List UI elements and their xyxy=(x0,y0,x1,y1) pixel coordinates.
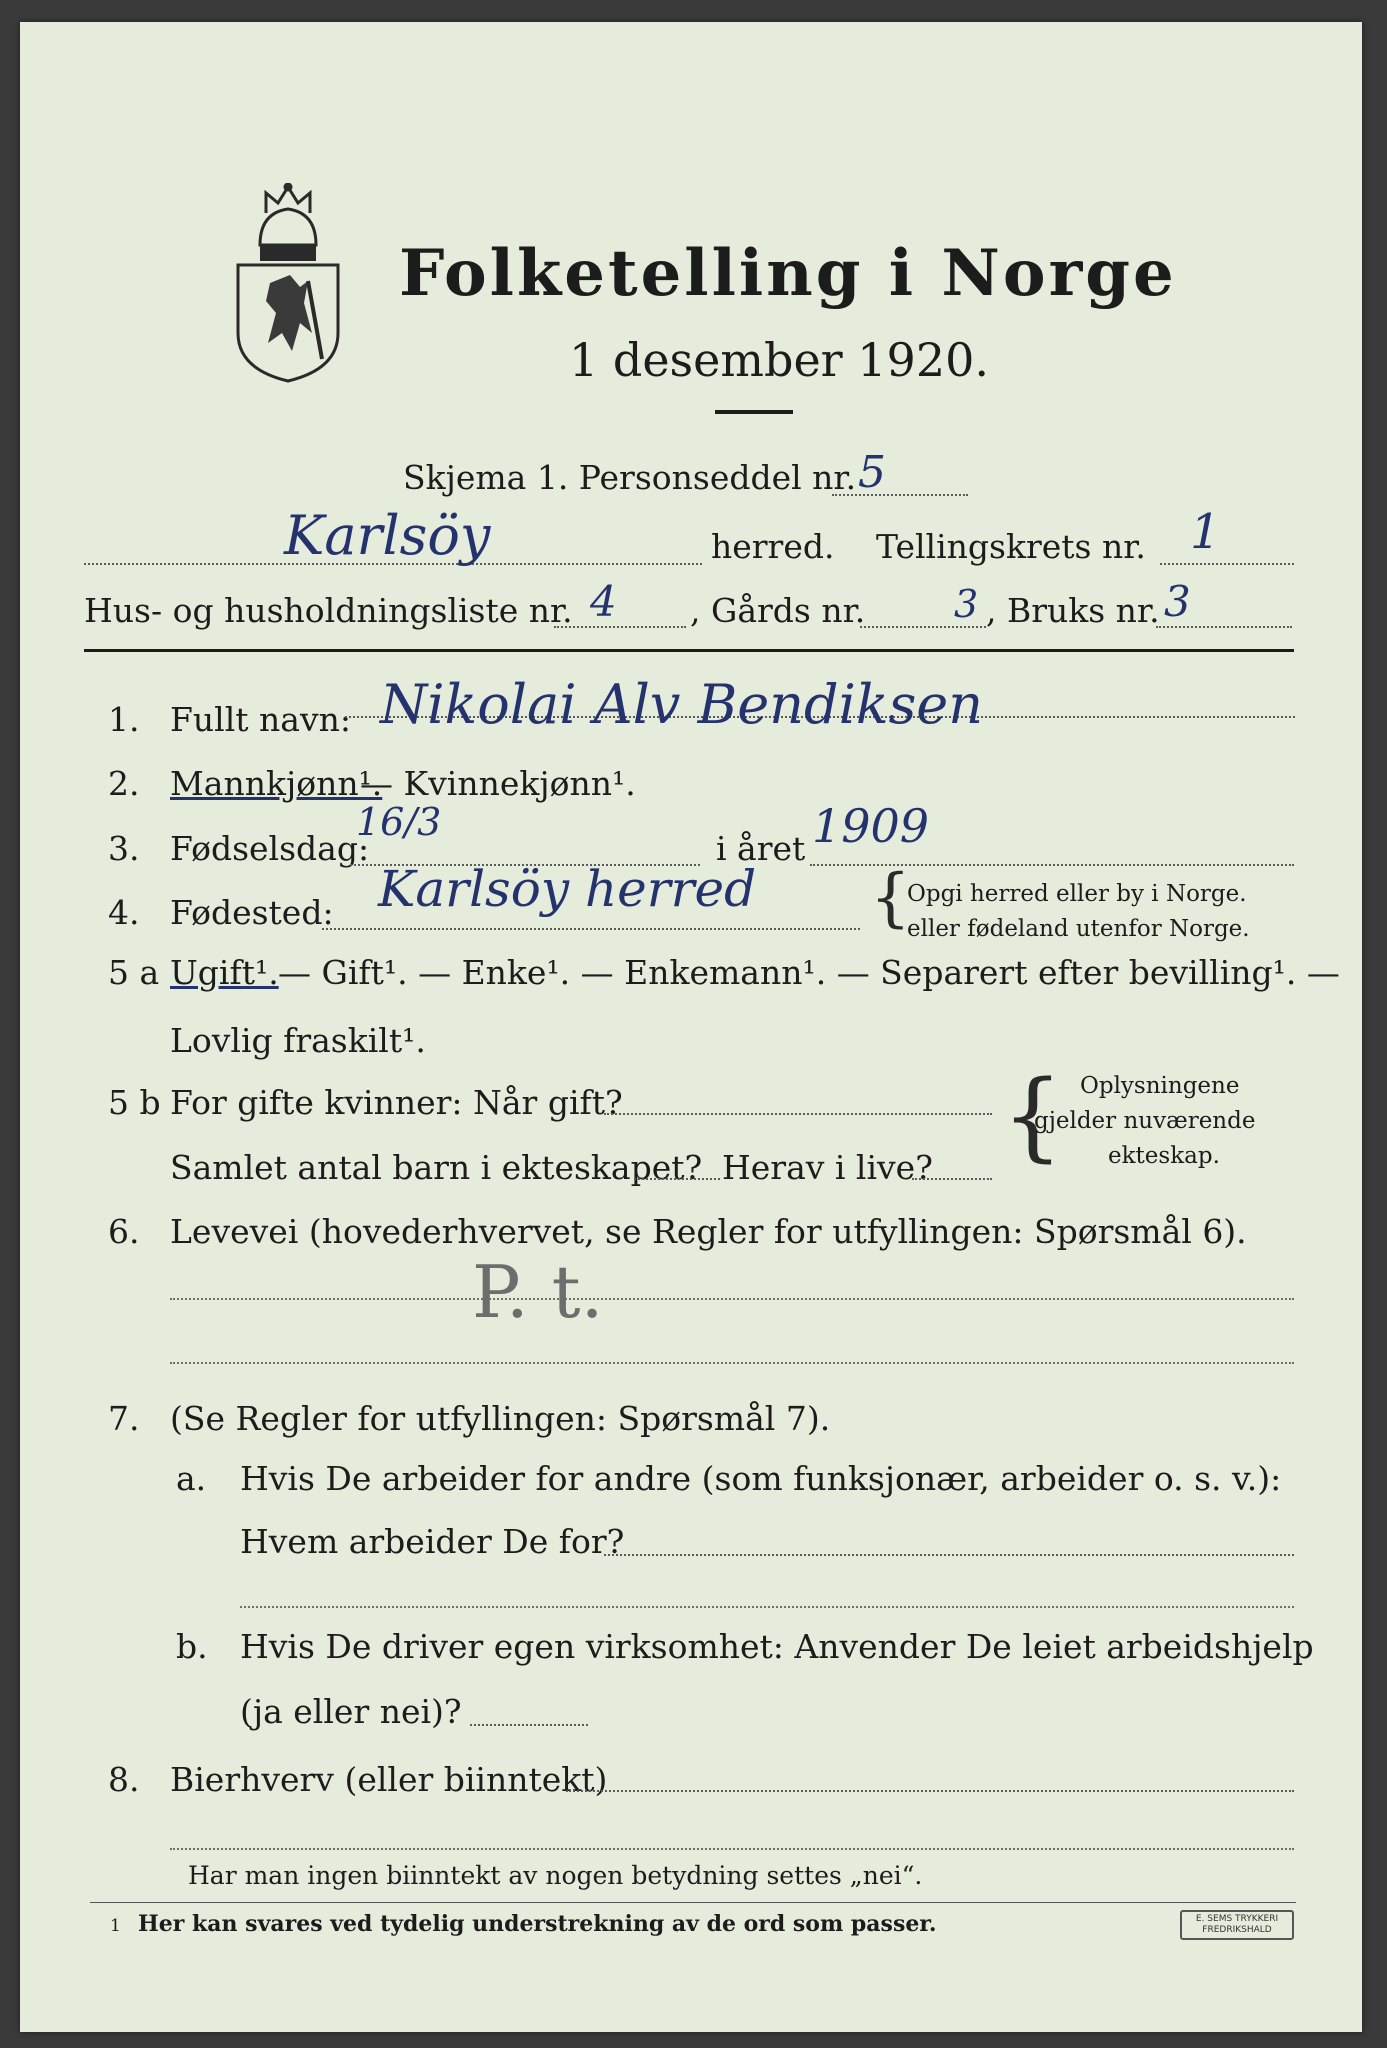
title-separator xyxy=(715,410,793,414)
birth-year-value: 1909 xyxy=(812,799,930,853)
q5b-number: 5 b xyxy=(108,1083,161,1122)
krets-value: 1 xyxy=(1190,504,1221,560)
q4-number: 4. xyxy=(108,893,140,932)
q5b-children-label: Samlet antal barn i ekteskapet? xyxy=(170,1148,703,1187)
q7b-line1: Hvis De driver egen virksomhet: Anvender De leiet arbeidshjelp xyxy=(240,1627,1314,1666)
footnote-text: Her kan svares ved tydelig understrekning av de ord som passer. xyxy=(138,1911,937,1937)
printer-stamp: E. SEMS TRYKKERI FREDRIKSHALD xyxy=(1180,1910,1294,1940)
schema-label: Skjema 1. Personseddel nr. xyxy=(403,458,857,497)
q4-label: Fødested: xyxy=(170,893,334,932)
q5b-alive-label: Herav i live? xyxy=(722,1148,933,1187)
header-divider xyxy=(84,649,1294,652)
herred-value: Karlsöy xyxy=(284,504,491,567)
birthplace-note-2: eller fødeland utenfor Norge. xyxy=(907,916,1250,942)
bruks-label: , Bruks nr. xyxy=(986,591,1160,630)
occupation-value: P. t. xyxy=(472,1250,604,1334)
q7a-letter: a. xyxy=(176,1459,207,1498)
hus-label: Hus- og husholdningsliste nr. xyxy=(84,591,573,630)
schema-value: 5 xyxy=(858,447,886,498)
q8-label: Bierhverv (eller biinntekt) xyxy=(170,1760,608,1799)
census-date: 1 desember 1920. xyxy=(569,333,989,387)
status-other-options: — Gift¹. — Enke¹. — Enkemann¹. — Separert efter bevilling¹. — xyxy=(278,953,1340,992)
footnote-divider xyxy=(90,1902,1296,1903)
status-divorced-option: Lovlig fraskilt¹. xyxy=(170,1021,426,1060)
q8-note: Har man ingen biinntekt av nogen betydning settes „nei“. xyxy=(188,1861,923,1890)
sex-male-option: Mannkjønn¹. xyxy=(170,764,383,803)
q7-label: (Se Regler for utfyllingen: Spørsmål 7). xyxy=(170,1399,831,1438)
q7b-letter: b. xyxy=(176,1627,208,1666)
marriage-note-3: ekteskap. xyxy=(1108,1143,1220,1169)
status-unmarried-option: Ugift¹. xyxy=(170,953,279,992)
q6-label: Levevei (hovederhvervet, se Regler for utfyllingen: Spørsmål 6). xyxy=(170,1212,1247,1251)
q5b-label: For gifte kvinner: Når gift? xyxy=(170,1083,623,1122)
sex-female-option: — Kvinnekjønn¹. xyxy=(360,764,636,803)
bruks-value: 3 xyxy=(1164,577,1191,626)
q5a-number: 5 a xyxy=(108,953,160,992)
birthplace-value: Karlsöy herred xyxy=(378,860,757,918)
birth-date-value: 16/3 xyxy=(356,800,442,844)
q1-number: 1. xyxy=(108,700,140,739)
footnote-number: 1 xyxy=(110,1916,121,1936)
q3-year-label: i året xyxy=(716,829,806,868)
marriage-note-2: gjelder nuværende xyxy=(1034,1108,1256,1134)
q7a-line2: Hvem arbeider De for? xyxy=(240,1522,625,1561)
q3-label: Fødselsdag: xyxy=(170,829,370,868)
full-name-value: Nikolai Alv Bendiksen xyxy=(380,673,984,736)
q7-number: 7. xyxy=(108,1399,140,1438)
q6-number: 6. xyxy=(108,1212,140,1251)
herred-label: herred. xyxy=(711,527,835,566)
gards-value: 3 xyxy=(954,582,979,626)
q7a-line1: Hvis De arbeider for andre (som funksjonær, arbeider o. s. v.): xyxy=(240,1459,1282,1498)
krets-label: Tellingskrets nr. xyxy=(876,527,1146,566)
birthplace-note-1: Opgi herred eller by i Norge. xyxy=(907,881,1247,907)
marriage-note-1: Oplysningene xyxy=(1080,1073,1240,1099)
q2-number: 2. xyxy=(108,764,140,803)
q3-number: 3. xyxy=(108,829,140,868)
q1-label: Fullt navn: xyxy=(170,700,351,739)
q7b-line2: (ja eller nei)? xyxy=(240,1692,462,1731)
form-title: Folketelling i Norge xyxy=(399,236,1177,311)
q8-number: 8. xyxy=(108,1760,140,1799)
norwegian-coat-of-arms-icon xyxy=(230,183,346,383)
gards-label: , Gårds nr. xyxy=(690,591,866,630)
hus-value: 4 xyxy=(590,577,617,626)
